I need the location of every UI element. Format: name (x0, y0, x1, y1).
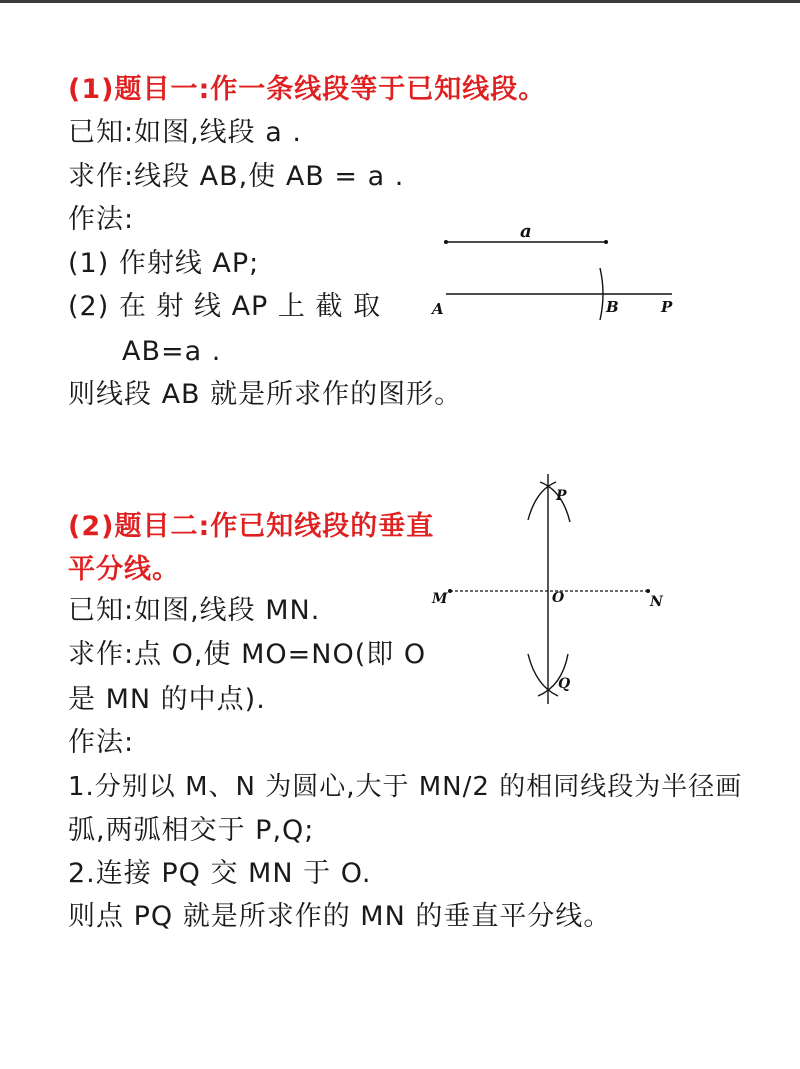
section2-title-line1: (2)题目二:作已知线段的垂直 (68, 511, 435, 542)
section2-known: 已知:如图,线段 MN. (68, 595, 321, 626)
section1-title: (1)题目一:作一条线段等于已知线段。 (68, 74, 547, 105)
section1-step2-line2: AB=a . (122, 336, 222, 367)
section2-step2: 2.连接 PQ 交 MN 于 O. (68, 858, 372, 889)
label-O: O (552, 590, 565, 606)
section1-step2-line1: (2) 在 射 线 AP 上 截 取 (68, 291, 382, 322)
section2-step1-line2: 弧,两弧相交于 P,Q; (68, 815, 315, 846)
section1-find: 求作:线段 AB,使 AB = a . (68, 161, 405, 192)
section2-method-heading: 作法: (68, 727, 135, 758)
section2-find-line1: 求作:点 O,使 MO=NO(即 O (68, 639, 427, 670)
label-P: P (661, 298, 673, 316)
section1-known: 已知:如图,线段 a . (68, 117, 302, 148)
label-P2: P (556, 488, 567, 504)
section2-title-line2: 平分线。 (68, 554, 180, 585)
label-B: B (606, 298, 619, 316)
section1-step1: (1) 作射线 AP; (68, 248, 260, 279)
section2-step1-line1: 1.分别以 M、N 为圆心,大于 MN/2 的相同线段为半径画 (68, 772, 743, 802)
section1-method-heading: 作法: (68, 204, 135, 235)
section1-conclusion: 则线段 AB 就是所求作的图形。 (68, 379, 463, 410)
section2-conclusion: 则点 PQ 就是所求作的 MN 的垂直平分线。 (68, 901, 612, 932)
arc-lower-left (528, 654, 558, 696)
label-A: A (432, 300, 444, 318)
label-M: M (432, 591, 448, 607)
arc-upper-left (528, 482, 556, 520)
label-a: a (520, 221, 532, 242)
section2-find-line2: 是 MN 的中点). (68, 684, 266, 715)
label-N: N (650, 594, 663, 610)
label-Q: Q (558, 676, 571, 692)
